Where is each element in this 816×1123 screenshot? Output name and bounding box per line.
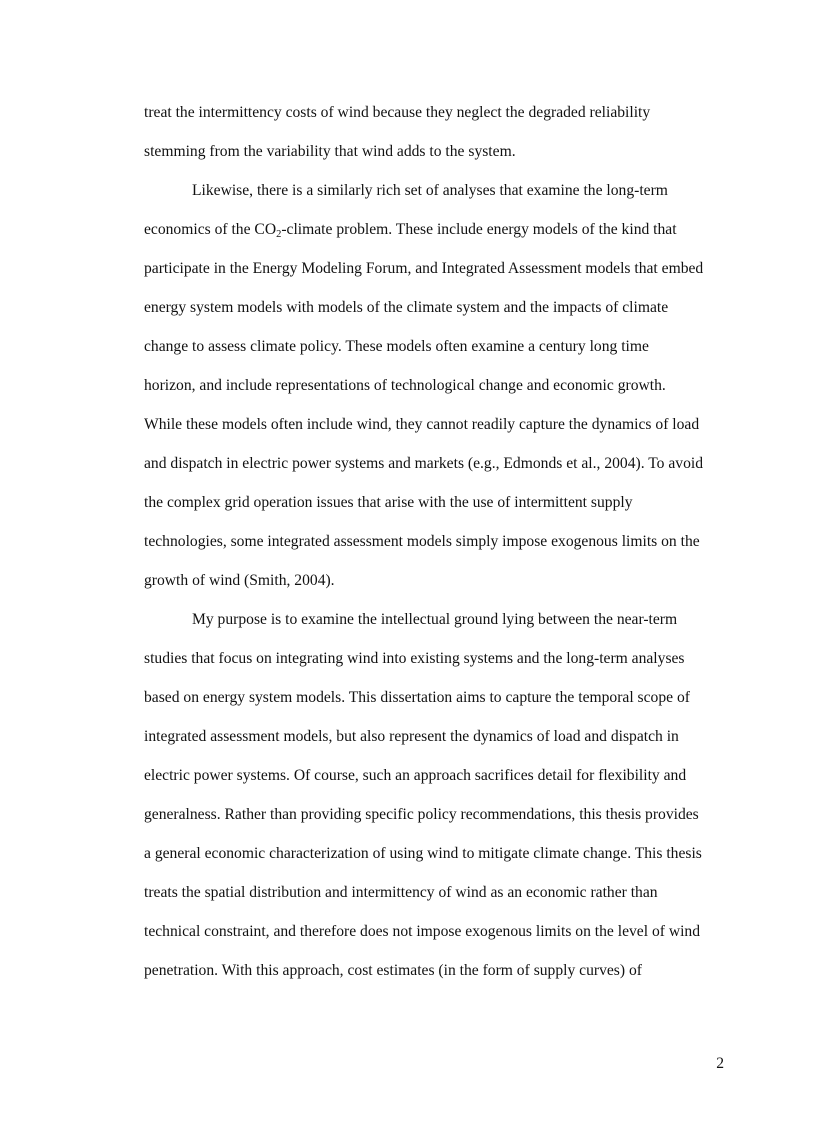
text-line-18: electric power systems. Of course, such an approach sacrifices detail for flexibility and — [144, 767, 687, 784]
text-line-17: integrated assessment models, but also represent the dynamics of load and dispatch in — [144, 728, 679, 745]
page-number: 2 — [716, 1055, 724, 1072]
text-line-6: energy system models with models of the climate system and the impacts of climate — [144, 299, 669, 316]
text-line-13: growth of wind (Smith, 2004). — [144, 572, 335, 589]
text-line-5: participate in the Energy Modeling Forum, and Integrated Assessment models that embed — [144, 260, 704, 277]
paragraph-start-line: My purpose is to examine the intellectual ground lying between the near-term — [192, 611, 678, 628]
text-line-1: treat the intermittency costs of wind because they neglect the degraded reliability — [144, 104, 651, 121]
co2-subscript: 2 — [276, 229, 282, 240]
co2-line-after: -climate problem. These include energy models of the kind that — [281, 221, 677, 238]
text-line-23: penetration. With this approach, cost estimates (in the form of supply curves) of — [144, 962, 642, 979]
text-line-8: horizon, and include representations of technological change and economic growth. — [144, 377, 666, 394]
text-line-19: generalness. Rather than providing specific policy recommendations, this thesis provides — [144, 806, 699, 823]
text-line-9: While these models often include wind, they cannot readily capture the dynamics of load — [144, 416, 700, 433]
text-line-10: and dispatch in electric power systems and markets (e.g., Edmonds et al., 2004). To avoid — [144, 455, 703, 472]
text-line-12: technologies, some integrated assessment models simply impose exogenous limits on the — [144, 533, 700, 550]
text-line-11: the complex grid operation issues that arise with the use of intermittent supply — [144, 494, 633, 511]
text-line-15: studies that focus on integrating wind into existing systems and the long-term analyses — [144, 650, 685, 667]
text-line-7: change to assess climate policy. These models often examine a century long time — [144, 338, 649, 355]
text-line-2: stemming from the variability that wind adds to the system. — [144, 143, 516, 160]
text-line-20: a general economic characterization of using wind to mitigate climate change. This thesis — [144, 845, 702, 862]
co2-line-before: economics of the CO — [144, 221, 277, 238]
text-line-co2 — [144, 220, 724, 240]
text-line-16: based on energy system models. This dissertation aims to capture the temporal scope of — [144, 689, 690, 706]
text-line-21: treats the spatial distribution and intermittency of wind as an economic rather than — [144, 884, 658, 901]
paragraph-start-line: Likewise, there is a similarly rich set of analyses that examine the long-term — [192, 182, 668, 199]
text-line-22: technical constraint, and therefore does not impose exogenous limits on the level of wind — [144, 923, 701, 940]
